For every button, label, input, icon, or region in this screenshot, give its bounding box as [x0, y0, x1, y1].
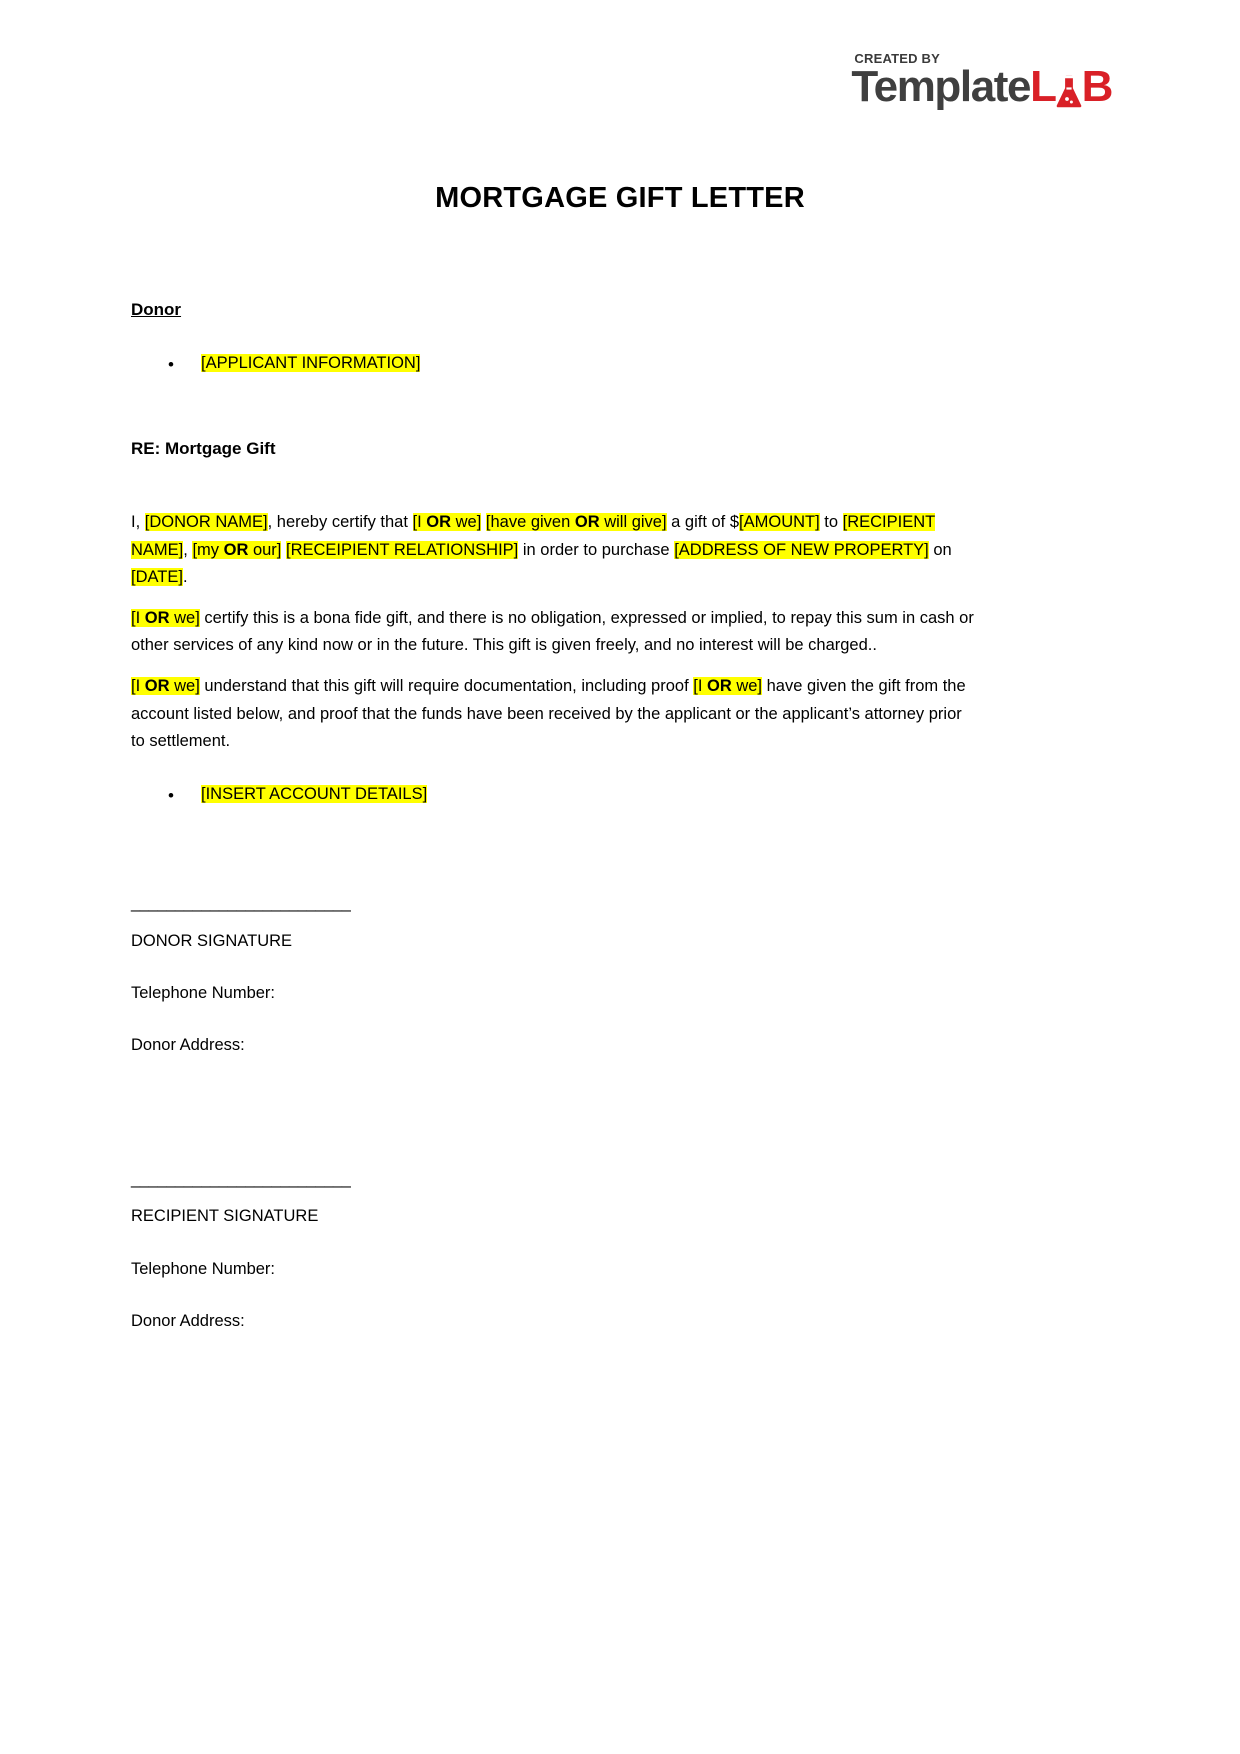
- i-or-we-placeholder-2: [131, 609, 200, 627]
- logo-created-by-label: CREATED BY: [854, 51, 940, 66]
- paragraph-certify-gift: [131, 509, 976, 591]
- p1-h6c: our]: [248, 540, 282, 559]
- donor-name-placeholder: [DONOR NAME]: [144, 513, 268, 532]
- i-or-we-placeholder-3: [131, 677, 200, 695]
- logo-letter-b: B: [1081, 62, 1112, 111]
- page-title: MORTGAGE GIFT LETTER: [435, 182, 805, 214]
- have-given-or-will-give-placeholder: [486, 513, 667, 531]
- donor-address-label: Donor Address:: [131, 1035, 245, 1054]
- signature-line: _________________________: [131, 894, 351, 913]
- p1-h3c: will give]: [599, 513, 667, 532]
- donor-telephone-label: Telephone Number:: [131, 983, 276, 1002]
- p1-h2b: OR: [426, 513, 452, 532]
- p3-h1c: we]: [169, 677, 200, 696]
- letter-body: [131, 296, 976, 1360]
- p1-text-2: , hereby certify that: [267, 513, 413, 532]
- p2-h1a: [I: [131, 608, 145, 627]
- recipient-address-label: Donor Address:: [131, 1311, 245, 1330]
- p1-text-9: on: [928, 540, 952, 559]
- p1-text-4: a gift of $: [666, 513, 740, 532]
- p3-text-1: understand that this gift will require documentation, including proof: [199, 677, 694, 696]
- bullet-icon: •: [168, 355, 174, 375]
- spacer: [131, 1084, 976, 1166]
- recipient-signature-block: [131, 1166, 976, 1335]
- p1-h2c: we]: [451, 513, 482, 532]
- recipient-telephone-label: Telephone Number:: [131, 1259, 276, 1278]
- i-or-we-placeholder-4: [693, 677, 762, 695]
- logo-template-text: Template: [851, 62, 1031, 111]
- re-heading: RE: Mortgage Gift: [131, 439, 276, 459]
- my-or-our-placeholder: [192, 541, 281, 559]
- bullet-icon: •: [168, 786, 174, 806]
- spacer: [131, 808, 976, 890]
- p1-h6a: [my: [192, 540, 224, 559]
- p1-text-5: to: [819, 513, 843, 532]
- p3-h2a: [I: [693, 677, 707, 696]
- applicant-bullet-list: [131, 350, 976, 377]
- p1-h3b: OR: [574, 513, 600, 532]
- recipient-relationship-placeholder: [RECEIPIENT RELATIONSHIP]: [285, 540, 519, 559]
- p3-h1b: OR: [144, 677, 170, 696]
- templatelab-logo: [851, 51, 1112, 111]
- p1-h2a: [I: [412, 513, 427, 532]
- logo-wordmark: [851, 62, 1112, 111]
- list-item: [168, 781, 976, 808]
- p3-h2c: we]: [731, 677, 763, 696]
- p1-text-6: ,: [183, 540, 193, 559]
- donor-signature-label: DONOR SIGNATURE: [131, 931, 293, 950]
- i-or-we-placeholder-1: [413, 513, 482, 531]
- p3-text-2: have given the gift from the account listed below, and proof that the funds have been received by the applicant or the applicant’s attorney prior to settlement.: [131, 677, 966, 750]
- p1-h6b: OR: [223, 540, 249, 559]
- p1-text-10: .: [182, 567, 188, 586]
- p3-h2b: OR: [707, 677, 732, 696]
- signature-line: _________________________: [131, 1170, 351, 1189]
- address-of-new-property-placeholder: [ADDRESS OF NEW PROPERTY]: [674, 540, 929, 559]
- p1-h3a: [have given: [485, 513, 575, 532]
- p1-text-8: in order to purchase: [518, 540, 675, 559]
- p2-h1c: we]: [169, 608, 200, 627]
- donor-heading: Donor: [131, 300, 182, 319]
- date-placeholder: [DATE]: [131, 567, 183, 586]
- flask-icon: [1056, 73, 1082, 107]
- p1-text-1: I,: [131, 513, 145, 532]
- account-bullet-list: [131, 781, 976, 808]
- p2-h1b: OR: [144, 608, 170, 627]
- donor-signature-block: [131, 890, 976, 1059]
- p2-text-1: certify this is a bona fide gift, and there is no obligation, expressed or implied, to repay this sum in cash or other services of any kind now or in the future. This gift is given freely, and no interest will be charged..: [131, 608, 974, 655]
- paragraph-documentation: [131, 673, 976, 755]
- insert-account-details-placeholder: [INSERT ACCOUNT DETAILS]: [201, 785, 428, 804]
- recipient-name-placeholder: [RECIPIENT NAME]: [131, 513, 936, 559]
- recipient-signature-label: RECIPIENT SIGNATURE: [131, 1207, 319, 1226]
- amount-placeholder: [AMOUNT]: [739, 513, 820, 532]
- p3-h1a: [I: [131, 677, 145, 696]
- applicant-information-placeholder: [APPLICANT INFORMATION]: [201, 354, 421, 373]
- paragraph-bona-fide-gift: [131, 605, 976, 659]
- logo-letter-l: L: [1030, 62, 1056, 111]
- list-item: [168, 350, 976, 377]
- spacer: [131, 463, 976, 509]
